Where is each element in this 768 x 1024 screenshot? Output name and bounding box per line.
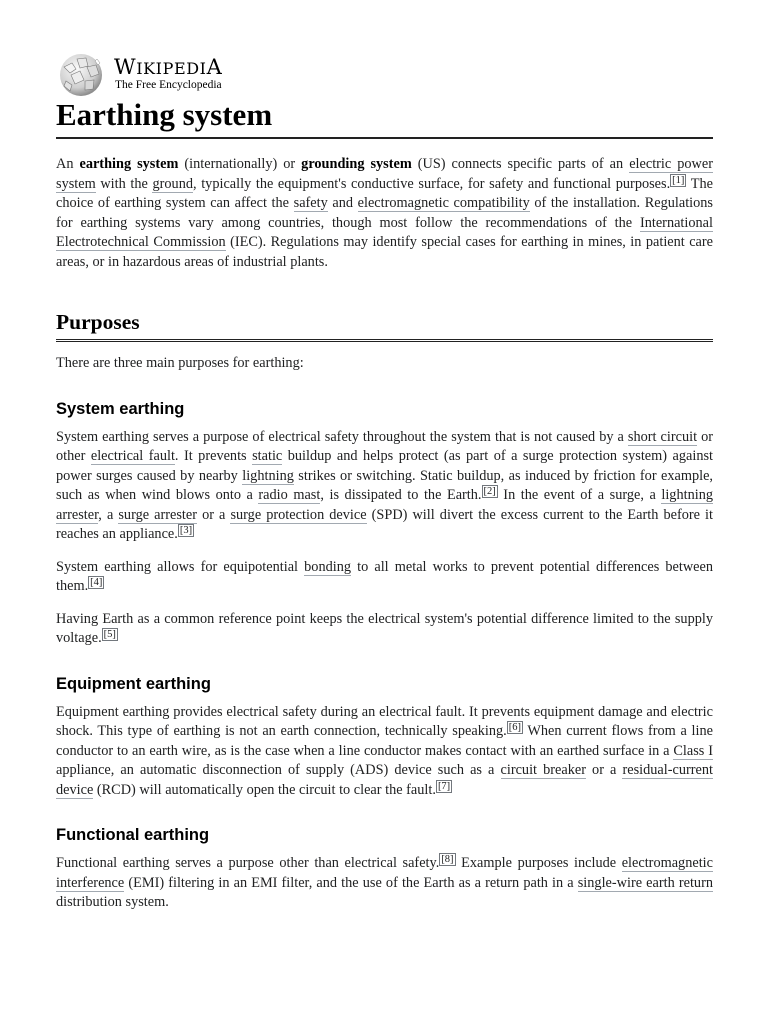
link-electric-power-system[interactable]: electric power system [56, 156, 713, 192]
purposes-lead: There are three main purposes for earthing: [56, 355, 304, 371]
link-residual-current-device[interactable]: residual-current device [56, 762, 713, 798]
functional-earthing-paragraph: Functional earthing serves a purpose other than electrical safety. [8] Example purposes include electromagnetic interference (EMI) filtering in an EMI filter, and the use of the Earth as a return path in a single-wire earth return distribution system. [56, 854, 713, 910]
reference-7[interactable]: [7] [437, 780, 451, 792]
link-lightning-arrester[interactable]: lightning arrester [56, 487, 713, 523]
reference-2[interactable]: [2] [483, 486, 496, 497]
link-bonding[interactable]: bonding [304, 558, 352, 575]
link-electrical-fault[interactable]: electrical fault [90, 448, 175, 464]
reference-8[interactable]: [8] [441, 854, 454, 865]
link-iec[interactable]: International Electrotechnical Commission [56, 214, 713, 250]
system-earthing-paragraph-1: System earthing serves a purpose of electrical safety throughout the system that is not caused by a short circuit or other electrical fault. It prevents static buildup and helps protect (as part of a surge protection system) against power surges caused by nearby lightning strikes or switching. Static buildup, as induced by friction for example, such as when wind blows onto a radio mast, is dissipated to the Earth. [2] In the event of a surge, a lightning arrester, a surge arrester or a surge protection device (SPD) will divert the excess current to the Earth before it reaches an appliance. [3] [56, 428, 714, 542]
wikipedia-tagline: The Free Encyclopedia [115, 79, 222, 91]
link-class-i[interactable]: Class I [673, 742, 713, 759]
link-safety[interactable]: safety [293, 195, 328, 211]
link-circuit-breaker[interactable]: circuit breaker [500, 762, 586, 778]
system-earthing-paragraph-2: System earthing allows for equipotential bonding to all metal works to prevent potential differences between them. [4] [56, 558, 714, 594]
link-single-wire-earth-return[interactable]: single-wire earth return [577, 874, 713, 891]
link-lightning[interactable]: lightning [242, 467, 294, 484]
site-header [56, 53, 713, 99]
section-heading-purposes: Purposes [56, 308, 713, 342]
link-surge-arrester[interactable]: surge arrester [118, 506, 197, 523]
reference-6[interactable]: [6] [508, 722, 521, 733]
subsection-heading-functional-earthing: Functional earthing [56, 826, 210, 844]
subsection-heading-equipment-earthing: Equipment earthing [56, 674, 211, 693]
link-radio-mast[interactable]: radio mast [258, 487, 321, 503]
reference-4[interactable]: [4] [90, 577, 103, 588]
link-static[interactable]: static [252, 448, 283, 464]
subsection-heading-system-earthing: System earthing [56, 399, 185, 418]
link-surge-protection-device[interactable]: surge protection device [230, 506, 367, 523]
equipment-earthing-paragraph: Equipment earthing provides electrical safety during an electrical fault. It prevents equipment damage and electric shock. This type of earthing is not an earth connection, technically speaking. [6] When current flows from a line conductor to an earth wire, as is the case when a line conductor makes contact with an earthed surface in a Class I appliance, an automatic disconnection of supply (ADS) device such as a circuit breaker or a residual-current device (RCD) will automatically open the circuit to clear the fault. [7] [56, 703, 713, 798]
link-electromagnetic-compatibility[interactable]: electromagnetic compatibility [357, 195, 530, 211]
page-title: Earthing system [56, 95, 713, 139]
wikipedia-globe-logo-icon[interactable] [56, 53, 106, 97]
link-ground[interactable]: ground [152, 175, 193, 192]
link-electromagnetic-interference[interactable]: electromagnetic interference [56, 855, 713, 891]
reference-5[interactable]: [5] [103, 629, 116, 640]
system-earthing-paragraph-3: Having Earth as a common reference point keeps the electrical system's potential difference limited to the supply voltage. [5] [56, 610, 713, 646]
wikipedia-wordmark[interactable]: WIKIPEDIA [114, 55, 223, 79]
reference-3[interactable]: [3] [179, 525, 193, 536]
reference-1[interactable]: [1] [672, 174, 685, 186]
article-body [56, 155, 713, 926]
link-short-circuit[interactable]: short circuit [627, 428, 698, 445]
intro-paragraph: An earthing system (internationally) or grounding system (US) connects specific parts of an electric power system with the ground, typically the equipment's conductive surface, for safety and functional purposes. [1] The choice of earthing system can affect the safety and electromagnetic compatibility of the installation. Regulations for earthing systems vary among countries, though most follow the recommendations of the International Electrotechnical Commission (IEC). Regulations may identify special cases for earthing in mines, in patient care areas, or in hazardous areas of industrial plants. [56, 156, 714, 270]
